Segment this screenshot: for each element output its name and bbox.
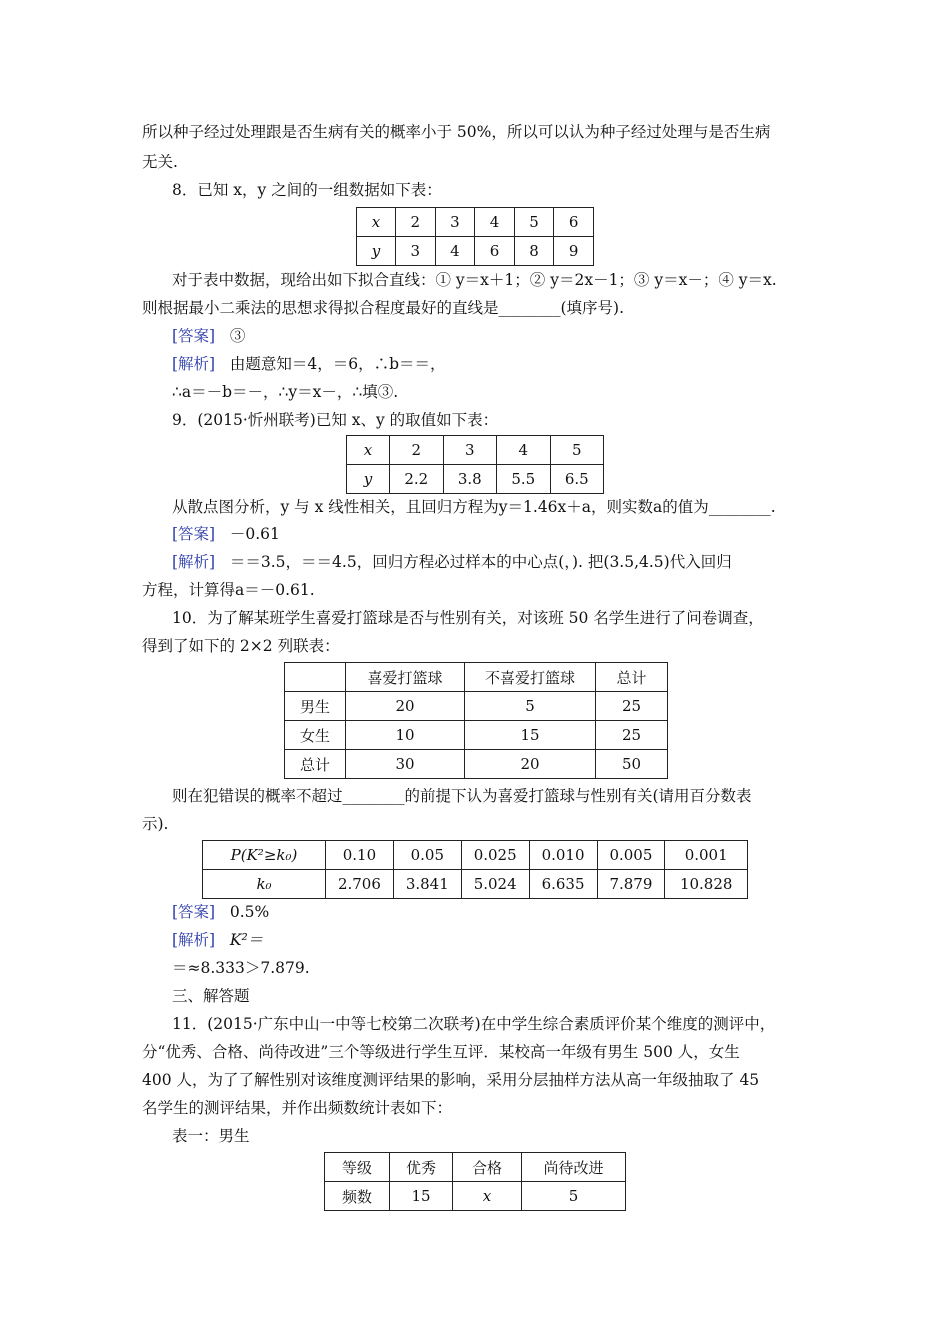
table-cell: 7.879 <box>597 870 665 899</box>
table-cell: 喜爱打篮球 <box>346 663 465 692</box>
table-cell: 20 <box>346 692 465 721</box>
text-line: 对于表中数据，现给出如下拟合直线：① y＝x＋1；② y＝2x－1；③ y＝x－；④ y＝x. <box>172 271 777 289</box>
table-cell: 15 <box>390 1182 453 1211</box>
table-cell: 总计 <box>596 663 668 692</box>
table-cell: 4 <box>435 237 475 266</box>
answer-text: －0.61 <box>229 525 280 543</box>
table-cell: 25 <box>596 721 668 750</box>
solution-line <box>172 930 263 950</box>
table-cell: 2.706 <box>326 870 394 899</box>
table-cell: 0.005 <box>597 841 665 870</box>
text-line: 名学生的测评结果，并作出频数统计表如下： <box>142 1099 453 1117</box>
table-cell: 2 <box>390 436 444 465</box>
table-cell: 8 <box>514 237 554 266</box>
text-line: 400 人，为了了解性别对该维度测评结果的影响，采用分层抽样方法从高一年级抽取了 45 <box>142 1071 760 1089</box>
text-line: 分“优秀、合格、尚待改进”三个等级进行学生互评．某校高一年级有男生 500 人，女生 <box>142 1043 740 1061</box>
table-cell: 3.841 <box>393 870 461 899</box>
table-cell: P(K²≥k₀) <box>203 841 326 870</box>
table-row <box>325 1182 626 1211</box>
table-cell: y <box>357 237 396 266</box>
table-cell: 30 <box>346 750 465 779</box>
solution-text: ＝＝3.5，＝＝4.5，回归方程必过样本的中心点(，). 把(3.5,4.5)代入回归 <box>229 553 732 571</box>
table-cell: 50 <box>596 750 668 779</box>
table-cell: 5 <box>465 692 596 721</box>
solution-line <box>172 552 732 572</box>
answer-tag: [答案] <box>172 525 216 543</box>
table-cell: 男生 <box>285 692 346 721</box>
table-cell: 尚待改进 <box>522 1153 626 1182</box>
table-row <box>203 870 748 899</box>
table-cell: 3.8 <box>443 465 497 494</box>
table-row <box>357 208 594 237</box>
table-cell: 0.025 <box>461 841 529 870</box>
answer-text: ③ <box>229 327 246 345</box>
table-row <box>357 237 594 266</box>
table-cell: 2 <box>396 208 436 237</box>
table-cell: x <box>347 436 390 465</box>
table-cell: 3 <box>443 436 497 465</box>
text-line: 则根据最小二乘法的思想求得拟合程度最好的直线是________(填序号). <box>142 299 625 317</box>
answer-text: 0.5% <box>229 903 270 921</box>
table-cell: 5.024 <box>461 870 529 899</box>
question-10: 10．为了解某班学生喜爱打篮球是否与性别有关，对该班 50 名学生进行了问卷调查， <box>172 609 764 627</box>
table-cell: 频数 <box>325 1182 390 1211</box>
text-line: 所以种子经过处理跟是否生病有关的概率小于 50%，所以可以认为种子经过处理与是否生病 <box>142 123 771 141</box>
table-row <box>203 841 748 870</box>
table-cell: 不喜爱打篮球 <box>465 663 596 692</box>
table-cell: 6.635 <box>529 870 597 899</box>
answer-line <box>172 326 245 346</box>
solution-line: ∴a＝－b＝－，∴y＝x－，∴填③. <box>172 383 399 401</box>
table-cell: 等级 <box>325 1153 390 1182</box>
table-q9 <box>346 435 604 494</box>
question-9: 9．(2015·忻州联考)已知 x、y 的取值如下表： <box>172 411 499 429</box>
table-q8 <box>356 207 594 266</box>
table-cell: 5 <box>550 436 604 465</box>
question-11: 11．(2015·广东中山一中等七校第二次联考)在中学生综合素质评价某个维度的测评中， <box>172 1015 776 1033</box>
table-cell: 3 <box>396 237 436 266</box>
table-cell: 总计 <box>285 750 346 779</box>
table-cell: 15 <box>465 721 596 750</box>
table-row <box>285 692 668 721</box>
answer-tag: [答案] <box>172 903 216 921</box>
table-row <box>347 465 604 494</box>
table-cell: 0.10 <box>326 841 394 870</box>
table-cell: 优秀 <box>390 1153 453 1182</box>
table-cell: 4 <box>497 436 551 465</box>
table-cell: 25 <box>596 692 668 721</box>
question-8: 8．已知 x，y 之间的一组数据如下表： <box>172 181 442 199</box>
table-cell: 3 <box>435 208 475 237</box>
table-cell: 2.2 <box>390 465 444 494</box>
table-cell: 9 <box>554 237 594 266</box>
answer-line <box>172 524 280 544</box>
table-row <box>285 721 668 750</box>
table-cell: 6.5 <box>550 465 604 494</box>
table-q10 <box>284 662 668 779</box>
table-cell: 10 <box>346 721 465 750</box>
text-line: 得到了如下的 2×2 列联表： <box>142 637 340 655</box>
table-title: 表一：男生 <box>172 1127 250 1145</box>
table-cell: 合格 <box>453 1153 522 1182</box>
table-cell: 5 <box>514 208 554 237</box>
solution-text: K²＝ <box>229 931 264 949</box>
answer-line <box>172 902 269 922</box>
table-cell: x <box>453 1182 522 1211</box>
table-cell: 4 <box>475 208 515 237</box>
table-cell: k₀ <box>203 870 326 899</box>
solution-line: ＝≈8.333＞7.879. <box>172 959 310 977</box>
table-cell: 6 <box>475 237 515 266</box>
table-cell: y <box>347 465 390 494</box>
table-row <box>325 1153 626 1182</box>
table-cell: 20 <box>465 750 596 779</box>
table-row <box>347 436 604 465</box>
answer-tag: [答案] <box>172 327 216 345</box>
solution-text: 由题意知＝4，＝6，∴b＝＝， <box>229 355 446 373</box>
table-cell: 5.5 <box>497 465 551 494</box>
table-cell: 5 <box>522 1182 626 1211</box>
table-cell <box>285 663 346 692</box>
table-cell: 10.828 <box>665 870 748 899</box>
table-cell: 6 <box>554 208 594 237</box>
table-cell: x <box>357 208 396 237</box>
solution-tag: [解析] <box>172 553 216 571</box>
solution-line: 方程，计算得a＝－0.61. <box>142 581 315 599</box>
text-line: 无关. <box>142 153 178 171</box>
table-cell: 0.05 <box>393 841 461 870</box>
table-cell: 0.001 <box>665 841 748 870</box>
section-heading: 三、解答题 <box>172 987 250 1005</box>
solution-tag: [解析] <box>172 931 216 949</box>
table-cell: 0.010 <box>529 841 597 870</box>
table-cell: 女生 <box>285 721 346 750</box>
table-q11-male <box>324 1152 626 1211</box>
solution-tag: [解析] <box>172 355 216 373</box>
table-k-critical <box>202 840 748 899</box>
table-row <box>285 663 668 692</box>
solution-line <box>172 354 446 374</box>
text-line: 从散点图分析，y 与 x 线性相关，且回归方程为y＝1.46x＋a，则实数a的值为________. <box>172 498 776 516</box>
table-row <box>285 750 668 779</box>
text-line: 示). <box>142 815 169 833</box>
text-line: 则在犯错误的概率不超过________的前提下认为喜爱打篮球与性别有关(请用百分数表 <box>172 787 752 805</box>
